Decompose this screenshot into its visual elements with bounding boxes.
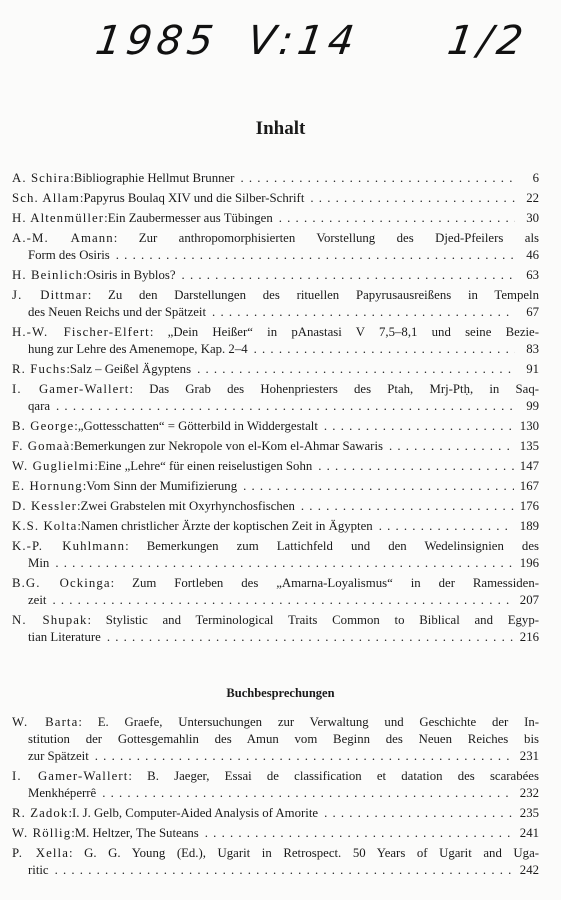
- leader-dots: [55, 555, 513, 572]
- entry-line: [12, 731, 539, 748]
- entry-line: I. Gamer-Wallert: Das Grab des Hohenpriesters des Ptah, Mrj-Ptḥ, in Saq-: [12, 382, 539, 396]
- leader-dots: [389, 438, 514, 455]
- contents-entry: [12, 287, 539, 321]
- entry-title: Bibliographie Hellmut Brunner: [73, 171, 235, 185]
- entry-title: Papyrus Boulaq XIV und die Silber-Schrift: [83, 191, 305, 205]
- entry-line: A. Schira : Bibliographie Hellmut Brunner . . . 6: [12, 170, 539, 187]
- leader-dots: [52, 592, 513, 609]
- entry-line: R. Fuchs : Salz – Geißel Ägyptens . . . 91: [12, 361, 539, 378]
- entry-line: D. Kessler : Zwei Grabstelen mit Oxyrhynchosfischen . . . 176: [12, 498, 539, 515]
- entry-line: J. Dittmar: Zu den Darstellungen des rituellen Papyrusausreißens in Tempeln: [12, 288, 539, 302]
- entry-title: „Dein Heißer“ in pAnastasi V 7,5–8,1 und seine Bezie-: [167, 325, 539, 339]
- entry-page: 22: [526, 191, 539, 205]
- entry-line: W. Barta: E. Graefe, Untersuchungen zur Verwaltung und Geschichte der In-: [12, 715, 539, 729]
- entry-line: H. Altenmüller : Ein Zaubermesser aus Tübingen . . . 30: [12, 210, 539, 227]
- entry-page: 196: [519, 556, 539, 570]
- page-title: Inhalt: [255, 118, 306, 139]
- entry-page: 235: [519, 806, 539, 820]
- contents-entry: [12, 478, 539, 495]
- leader-dots: [56, 398, 515, 415]
- contents-entry: [12, 518, 539, 535]
- entry-line: [12, 862, 539, 879]
- entry-author: N. Shupak: [12, 613, 88, 627]
- entry-page: 91: [526, 362, 539, 376]
- entry-title: Ein Zaubermesser aus Tübingen: [107, 211, 273, 225]
- contents-entry: [12, 845, 539, 879]
- entry-page: 176: [519, 499, 539, 513]
- entry-author: K.-P. Kuhlmann: [12, 539, 126, 553]
- entry-title: stitution der Gottesgemahlin des Amun vom Beginn des Neuen Reiches bis: [28, 732, 539, 746]
- entry-author: W. Barta: [12, 715, 79, 729]
- contents-entry: [12, 714, 539, 765]
- contents-entry: [12, 210, 539, 227]
- entry-title: zur Spätzeit: [28, 749, 89, 763]
- contents-entry: [12, 381, 539, 415]
- entry-line: K.S. Kolta : Namen christlicher Ärzte der koptischen Zeit in Ägypten . . . 189: [12, 518, 539, 535]
- entry-title: B. Jaeger, Essai de classification et datation des scarabées: [147, 769, 539, 783]
- entry-title: Eine „Lehre“ für einen reiselustigen Sohn: [97, 459, 313, 473]
- entry-line: Sch. Allam : Papyrus Boulaq XIV und die Silber-Schrift . . . 22: [12, 190, 539, 207]
- entry-title: tian Literature: [28, 630, 101, 644]
- entry-page: 241: [519, 826, 539, 840]
- entry-page: 216: [519, 630, 539, 644]
- contents-entry: [12, 538, 539, 572]
- entry-title: „Gottesschatten“ = Götterbild in Widdergestalt: [77, 419, 318, 433]
- leader-dots: [116, 247, 515, 264]
- entry-line: H.-W. Fischer-Elfert: „Dein Heißer“ in pAnastasi V 7,5–8,1 und seine Bezie-: [12, 325, 539, 339]
- entry-author: R. Zadok: [12, 806, 69, 820]
- entry-line: [12, 629, 539, 646]
- leader-dots: [324, 805, 514, 822]
- entry-title: qara: [28, 399, 51, 413]
- entry-title: G. G. Young (Ed.), Ugarit in Retrospect. 50 Years of Ugarit and Uga-: [84, 846, 540, 860]
- entry-title: Stylistic and Terminological Traits Common to Biblical and Egyp-: [105, 613, 539, 627]
- entry-line: P. Xella: G. G. Young (Ed.), Ugarit in Retrospect. 50 Years of Ugarit and Uga-: [12, 846, 540, 860]
- contents-entry: [12, 170, 539, 187]
- leader-dots: [55, 862, 514, 879]
- leader-dots: [318, 458, 514, 475]
- entry-title: Zu den Darstellungen des rituellen Papyrusausreißens in Tempeln: [108, 288, 539, 302]
- entry-line: [12, 341, 539, 358]
- entry-page: 30: [526, 211, 539, 225]
- entry-title: Form des Osiris: [28, 248, 110, 262]
- entry-title: I. J. Gelb, Computer-Aided Analysis of Amorite: [72, 806, 319, 820]
- entry-author: B.G. Ockinga: [12, 576, 111, 590]
- entry-line: [12, 304, 539, 321]
- entry-line: A.-M. Amann: Zur anthropomorphisierten Vorstellung des Djed-Pfeilers als: [12, 231, 539, 245]
- handwritten-number: 1/2: [444, 18, 531, 64]
- entry-page: 63: [526, 268, 539, 282]
- entry-page: 189: [519, 519, 539, 533]
- entry-title: Namen christlicher Ärzte der koptischen Zeit in Ägypten: [80, 519, 373, 533]
- entry-line: F. Gomaà : Bemerkungen zur Nekropole von el-Kom el-Ahmar Sawaris . . . 135: [12, 438, 539, 455]
- contents-entry: [12, 768, 539, 802]
- entry-page: 6: [532, 171, 539, 185]
- contents-entry: [12, 805, 539, 822]
- entry-line: N. Shupak: Stylistic and Terminological Traits Common to Biblical and Egyp-: [12, 613, 539, 627]
- contents-entry: [12, 825, 539, 842]
- entry-author: Sch. Allam: [12, 191, 80, 205]
- leader-dots: [240, 170, 515, 187]
- entry-page: 232: [519, 786, 539, 800]
- entry-title: Salz – Geißel Ägyptens: [69, 362, 192, 376]
- entry-line: B. George : „Gottesschatten“ = Götterbild in Widdergestalt . . . 130: [12, 418, 539, 435]
- entry-page: 83: [526, 342, 539, 356]
- contents-entry: [12, 612, 539, 646]
- entry-author: R. Fuchs: [12, 362, 67, 376]
- entry-line: B.G. Ockinga: Zum Fortleben des „Amarna-Loyalismus“ in der Ramessiden-: [12, 576, 539, 590]
- leader-dots: [379, 518, 514, 535]
- entry-line: [12, 555, 539, 572]
- entry-author: D. Kessler: [12, 499, 78, 513]
- entry-title: Min: [28, 556, 50, 570]
- entry-line: [12, 247, 539, 264]
- contents-entry: [12, 324, 539, 358]
- entry-page: 167: [519, 479, 539, 493]
- entry-author: B. George: [12, 419, 75, 433]
- entry-author: I. Gamer-Wallert: [12, 382, 130, 396]
- contents-entry: [12, 498, 539, 515]
- entry-page: 130: [519, 419, 539, 433]
- leader-dots: [102, 785, 514, 802]
- entry-title: E. Graefe, Untersuchungen zur Verwaltung und Geschichte der In-: [97, 715, 539, 729]
- entry-author: F. Gomaà: [12, 439, 71, 453]
- entry-title: hung zur Lehre des Amenemope, Kap. 2–4: [28, 342, 248, 356]
- leader-dots: [310, 190, 515, 207]
- entry-author: A.-M. Amann: [12, 231, 114, 245]
- entry-page: 46: [526, 248, 539, 262]
- entry-line: E. Hornung : Vom Sinn der Mumifizierung . . . 167: [12, 478, 539, 495]
- entry-line: K.-P. Kuhlmann: Bemerkungen zum Lattichfeld und den Wedelinsignien des: [12, 539, 539, 553]
- entry-author: J. Dittmar: [12, 288, 88, 302]
- entry-line: [12, 398, 539, 415]
- entry-author: I. Gamer-Wallert: [12, 769, 129, 783]
- entry-line: [12, 748, 539, 765]
- leader-dots: [279, 210, 515, 227]
- entry-author: A. Schira: [12, 171, 71, 185]
- entry-author: W. Guglielmi: [12, 459, 95, 473]
- entry-author: H. Beinlich: [12, 268, 84, 282]
- entry-title: Das Grab des Hohenpriesters des Ptah, Mrj-Ptḥ, in Saq-: [149, 382, 539, 396]
- entry-title: Menkhéperrê: [28, 786, 97, 800]
- leader-dots: [107, 629, 514, 646]
- entry-page: 67: [526, 305, 539, 319]
- entry-page: 135: [519, 439, 539, 453]
- entry-author: E. Hornung: [12, 479, 83, 493]
- entry-title: M. Heltzer, The Suteans: [74, 826, 199, 840]
- section-title: Buchbesprechungen: [226, 686, 335, 700]
- handwritten-year: 1985: [92, 18, 222, 64]
- leader-dots: [197, 361, 515, 378]
- leader-dots: [95, 748, 514, 765]
- entry-author: P. Xella: [12, 846, 69, 860]
- contents-entry: [12, 230, 539, 264]
- entry-title: ritic: [28, 863, 49, 877]
- entry-line: R. Zadok : I. J. Gelb, Computer-Aided Analysis of Amorite . . . 235: [12, 805, 539, 822]
- entry-title: zeit: [28, 593, 47, 607]
- entry-line: [12, 785, 539, 802]
- entry-title: des Neuen Reichs und der Spätzeit: [28, 305, 207, 319]
- entry-line: [12, 592, 539, 609]
- entry-title: Zum Fortleben des „Amarna-Loyalismus“ in der Ramessiden-: [132, 576, 539, 590]
- entry-title: Bemerkungen zur Nekropole von el-Kom el-Ahmar Sawaris: [73, 439, 383, 453]
- handwritten-volume: V:14: [244, 18, 362, 64]
- entry-page: 231: [519, 749, 539, 763]
- entry-author: H. Altenmüller: [12, 211, 105, 225]
- leader-dots: [243, 478, 514, 495]
- contents-entry: [12, 267, 539, 284]
- entry-title: Zur anthropomorphisierten Vorstellung des Djed-Pfeilers als: [138, 231, 539, 245]
- contents-entry: [12, 458, 539, 475]
- entry-line: W. Röllig : M. Heltzer, The Suteans . . . 241: [12, 825, 539, 842]
- entry-author: H.-W. Fischer-Elfert: [12, 325, 150, 339]
- entry-title: Osiris in Byblos?: [86, 268, 176, 282]
- leader-dots: [254, 341, 515, 358]
- entry-title: Bemerkungen zum Lattichfeld und den Wedelinsignien des: [146, 539, 539, 553]
- entry-page: 242: [519, 863, 539, 877]
- entry-page: 147: [519, 459, 539, 473]
- entry-line: W. Guglielmi : Eine „Lehre“ für einen reiselustigen Sohn . . . 147: [12, 458, 539, 475]
- contents-entry: [12, 438, 539, 455]
- entry-title: Zwei Grabstelen mit Oxyrhynchosfischen: [80, 499, 295, 513]
- leader-dots: [324, 418, 514, 435]
- leader-dots: [301, 498, 514, 515]
- entry-author: K.S. Kolta: [12, 519, 78, 533]
- contents-list: [12, 170, 539, 649]
- contents-entry: [12, 418, 539, 435]
- entry-page: 99: [526, 399, 539, 413]
- entry-line: H. Beinlich : Osiris in Byblos? . . . 63: [12, 267, 539, 284]
- entry-author: W. Röllig: [12, 826, 72, 840]
- contents-entry: [12, 575, 539, 609]
- entry-page: 207: [519, 593, 539, 607]
- entry-title: Vom Sinn der Mumifizierung: [86, 479, 238, 493]
- leader-dots: [182, 267, 515, 284]
- leader-dots: [205, 825, 514, 842]
- contents-entry: [12, 190, 539, 207]
- contents-entry: [12, 361, 539, 378]
- leader-dots: [212, 304, 515, 321]
- reviews-list: [12, 714, 539, 882]
- entry-line: I. Gamer-Wallert: B. Jaeger, Essai de classification et datation des scarabées: [12, 769, 539, 783]
